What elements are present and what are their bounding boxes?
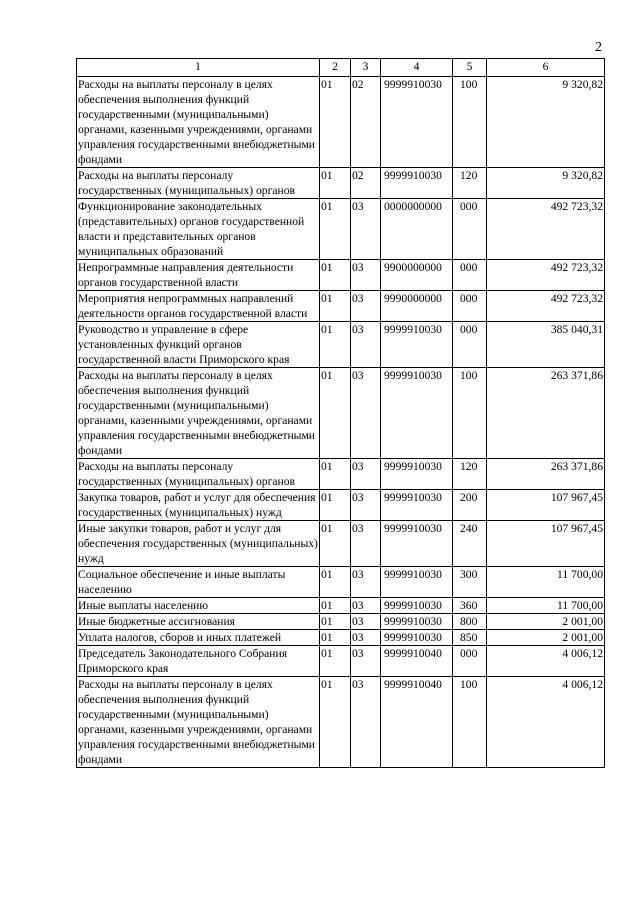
expense-type-code: 000 xyxy=(453,199,487,260)
table-row xyxy=(77,199,605,260)
section-code: 01 xyxy=(320,459,351,490)
header-col-1: 1 xyxy=(77,59,320,77)
subsection-code: 03 xyxy=(351,490,381,521)
target-article-code: 9999910030 xyxy=(381,490,453,521)
item-name: Иные бюджетные ассигнования xyxy=(77,614,320,630)
table-row xyxy=(77,630,605,646)
target-article-code: 9900000000 xyxy=(381,260,453,291)
item-name: Мероприятия непрограммных направлений деятельности органов государственной власти xyxy=(77,291,320,322)
item-name: Социальное обеспечение и иные выплаты населению xyxy=(77,567,320,598)
table-row xyxy=(77,322,605,368)
expense-type-code: 000 xyxy=(453,646,487,677)
subsection-code: 03 xyxy=(351,368,381,459)
table-row xyxy=(77,459,605,490)
amount: 492 723,32 xyxy=(487,199,605,260)
section-code: 01 xyxy=(320,77,351,168)
table-body xyxy=(77,77,605,768)
expense-type-code: 850 xyxy=(453,630,487,646)
header-row xyxy=(77,59,605,77)
section-code: 01 xyxy=(320,260,351,291)
amount: 2 001,00 xyxy=(487,614,605,630)
header-col-4: 4 xyxy=(381,59,453,77)
section-code: 01 xyxy=(320,567,351,598)
amount: 107 967,45 xyxy=(487,521,605,567)
subsection-code: 03 xyxy=(351,199,381,260)
item-name: Председатель Законодательного Собрания Приморского края xyxy=(77,646,320,677)
expense-type-code: 000 xyxy=(453,291,487,322)
table-row xyxy=(77,291,605,322)
target-article-code: 9999910030 xyxy=(381,521,453,567)
target-article-code: 9999910040 xyxy=(381,646,453,677)
target-article-code: 9999910030 xyxy=(381,598,453,614)
item-name: Расходы на выплаты персоналу в целях обеспечения выполнения функций государственными (муниципальными) органами, казенными учреждениями, органами управления государственными внебюджетными фондами xyxy=(77,677,320,768)
subsection-code: 03 xyxy=(351,521,381,567)
table-row xyxy=(77,490,605,521)
item-name: Иные закупки товаров, работ и услуг для обеспечения государственных (муниципальных) нужд xyxy=(78,522,318,565)
table-row xyxy=(77,677,605,768)
table-row xyxy=(77,646,605,677)
subsection-code: 03 xyxy=(351,598,381,614)
item-name: Иные выплаты населению xyxy=(77,598,320,614)
amount: 4 006,12 xyxy=(487,646,605,677)
item-name: Расходы на выплаты персоналу в целях обеспечения выполнения функций государственными (муниципальными) органами, казенными учреждениями, органами управления государственными внебюджетными фондами xyxy=(77,368,320,459)
expense-type-code: 240 xyxy=(453,521,487,567)
table-row xyxy=(77,614,605,630)
target-article-code: 9999910030 xyxy=(381,567,453,598)
subsection-code: 03 xyxy=(351,567,381,598)
amount: 9 320,82 xyxy=(487,168,605,199)
item-name: Руководство и управление в сфере установленных функций органов государственной власти Приморского края xyxy=(77,322,320,368)
table-header xyxy=(77,59,605,77)
item-name: Непрограммные направления деятельности органов государственной власти xyxy=(77,260,320,291)
amount: 107 967,45 xyxy=(487,490,605,521)
budget-table xyxy=(76,58,605,768)
header-col-5: 5 xyxy=(453,59,487,77)
expense-type-code: 100 xyxy=(453,77,487,168)
header-col-6: 6 xyxy=(487,59,605,77)
section-code: 01 xyxy=(320,521,351,567)
amount: 263 371,86 xyxy=(487,368,605,459)
target-article-code: 9999910030 xyxy=(381,614,453,630)
amount: 9 320,82 xyxy=(487,77,605,168)
subsection-code: 03 xyxy=(351,677,381,768)
target-article-code: 9990000000 xyxy=(381,291,453,322)
table-row xyxy=(77,567,605,598)
header-col-2: 2 xyxy=(320,59,351,77)
item-name: Уплата налогов, сборов и иных платежей xyxy=(77,630,320,646)
target-article-code: 9999910030 xyxy=(381,459,453,490)
table-row xyxy=(77,368,605,459)
expense-type-code: 000 xyxy=(453,260,487,291)
section-code: 01 xyxy=(320,646,351,677)
amount: 11 700,00 xyxy=(487,598,605,614)
section-code: 01 xyxy=(320,368,351,459)
item-name: Расходы на выплаты персоналу в целях обеспечения выполнения функций государственными (муниципальными) органами, казенными учреждениями, органами управления государственными внебюджетными фондами xyxy=(77,77,320,168)
section-code: 01 xyxy=(320,322,351,368)
section-code: 01 xyxy=(320,291,351,322)
section-code: 01 xyxy=(320,598,351,614)
target-article-code: 9999910030 xyxy=(381,368,453,459)
expense-type-code: 100 xyxy=(453,368,487,459)
target-article-code: 9999910030 xyxy=(381,168,453,199)
item-name: Функционирование законодательных (представительных) органов государственной власти и представительных органов муниципальных образований xyxy=(77,199,320,260)
table-row xyxy=(77,77,605,168)
target-article-code: 0000000000 xyxy=(381,199,453,260)
amount: 385 040,31 xyxy=(487,322,605,368)
target-article-code: 9999910040 xyxy=(381,677,453,768)
item-name: Закупка товаров, работ и услуг для обеспечения государственных (муниципальных) нужд xyxy=(77,490,320,521)
subsection-code: 03 xyxy=(351,646,381,677)
amount: 4 006,12 xyxy=(487,677,605,768)
table-row xyxy=(77,598,605,614)
amount: 2 001,00 xyxy=(487,630,605,646)
target-article-code: 9999910030 xyxy=(381,77,453,168)
expense-type-code: 120 xyxy=(453,459,487,490)
subsection-code: 03 xyxy=(351,630,381,646)
subsection-code: 03 xyxy=(351,459,381,490)
amount: 492 723,32 xyxy=(487,260,605,291)
amount: 492 723,32 xyxy=(487,291,605,322)
expense-type-code: 100 xyxy=(453,677,487,768)
item-name: Расходы на выплаты персоналу государственных (муниципальных) органов xyxy=(77,459,320,490)
expense-type-code: 000 xyxy=(453,322,487,368)
section-code: 01 xyxy=(320,677,351,768)
section-code: 01 xyxy=(320,490,351,521)
table-row xyxy=(77,168,605,199)
target-article-code: 9999910030 xyxy=(381,322,453,368)
expense-type-code: 120 xyxy=(453,168,487,199)
amount: 263 371,86 xyxy=(487,459,605,490)
expense-type-code: 200 xyxy=(453,490,487,521)
subsection-code: 02 xyxy=(351,168,381,199)
section-code: 01 xyxy=(320,630,351,646)
table-row xyxy=(77,521,605,567)
table-row xyxy=(77,260,605,291)
section-code: 01 xyxy=(320,168,351,199)
subsection-code: 02 xyxy=(351,77,381,168)
subsection-code: 03 xyxy=(351,322,381,368)
section-code: 01 xyxy=(320,614,351,630)
subsection-code: 03 xyxy=(351,291,381,322)
item-name: Расходы на выплаты персоналу государственных (муниципальных) органов xyxy=(77,168,320,199)
page-number: 2 xyxy=(595,40,602,55)
subsection-code: 03 xyxy=(351,614,381,630)
expense-type-code: 300 xyxy=(453,567,487,598)
subsection-code: 03 xyxy=(351,260,381,291)
expense-type-code: 800 xyxy=(453,614,487,630)
expense-type-code: 360 xyxy=(453,598,487,614)
target-article-code: 9999910030 xyxy=(381,630,453,646)
section-code: 01 xyxy=(320,199,351,260)
amount: 11 700,00 xyxy=(487,567,605,598)
header-col-3: 3 xyxy=(351,59,381,77)
